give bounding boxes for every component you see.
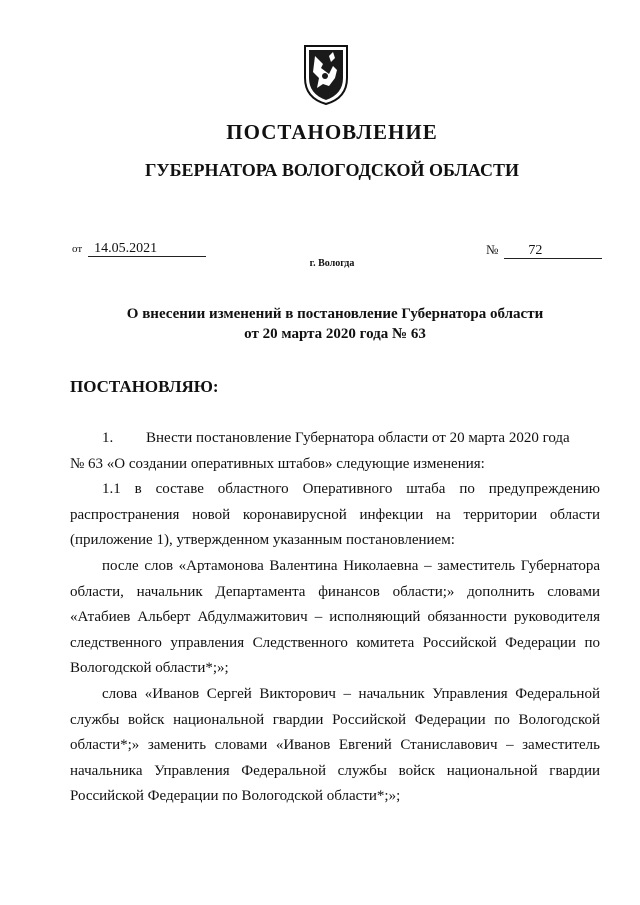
document-subject: [0, 304, 640, 344]
document-issuer: ГУБЕРНАТОРА ВОЛОГОДСКОЙ ОБЛАСТИ: [144, 160, 520, 180]
item-1-text-b: № 63 «О создании оперативных штабов» следующие изменения:: [70, 455, 485, 472]
item-1-line: [70, 426, 600, 452]
number-prefix: №: [486, 242, 499, 257]
date-value: 14.05.2021: [88, 242, 206, 257]
item-1-number: 1.: [102, 430, 114, 446]
document-body: [70, 426, 600, 810]
date-prefix: от: [72, 243, 83, 255]
date-field: [72, 242, 206, 257]
item-1-1-paragraph: 1.1 в составе областного Оперативного штаба по предупреждению распространения новой коронавирусной инфекции на территории области (приложение 1), утвержденном указанным постановлением:: [70, 481, 600, 549]
coat-of-arms-icon: [303, 44, 349, 106]
number-field: [486, 242, 602, 259]
subject-line-2: от 20 марта 2020 года № 63: [244, 326, 426, 342]
change-paragraph-2: слова «Иванов Сергей Викторович – начальник Управления Федеральной службы войск национальной гвардии Российской Федерации по Вологодской области*;» заменить словами «Иванов Евгений Станиславович – заместитель начальника Управления Федеральной службы войск национальной гвардии Российской Федерации по Вологодской области*;»;: [70, 685, 600, 805]
number-value: 72: [504, 244, 602, 259]
decree-word: ПОСТАНОВЛЯЮ:: [70, 377, 219, 396]
item-1-text-a: Внести постановление Губернатора области от 20 марта 2020 года: [146, 430, 570, 446]
change-paragraph-1: после слов «Артамонова Валентина Николаевна – заместитель Губернатора области, начальник Департамента финансов области;» дополнить словами «Атабиев Альберт Абдулмажитович – исполняющий обязанности руководителя следственного управления Следственного комитета Российской Федерации по Вологодской области*;»;: [70, 557, 600, 677]
subject-line-1: О внесении изменений в постановление Губернатора области: [126, 306, 544, 322]
city-label: г. Вологда: [309, 258, 355, 269]
document-title: ПОСТАНОВЛЕНИЕ: [226, 120, 438, 144]
